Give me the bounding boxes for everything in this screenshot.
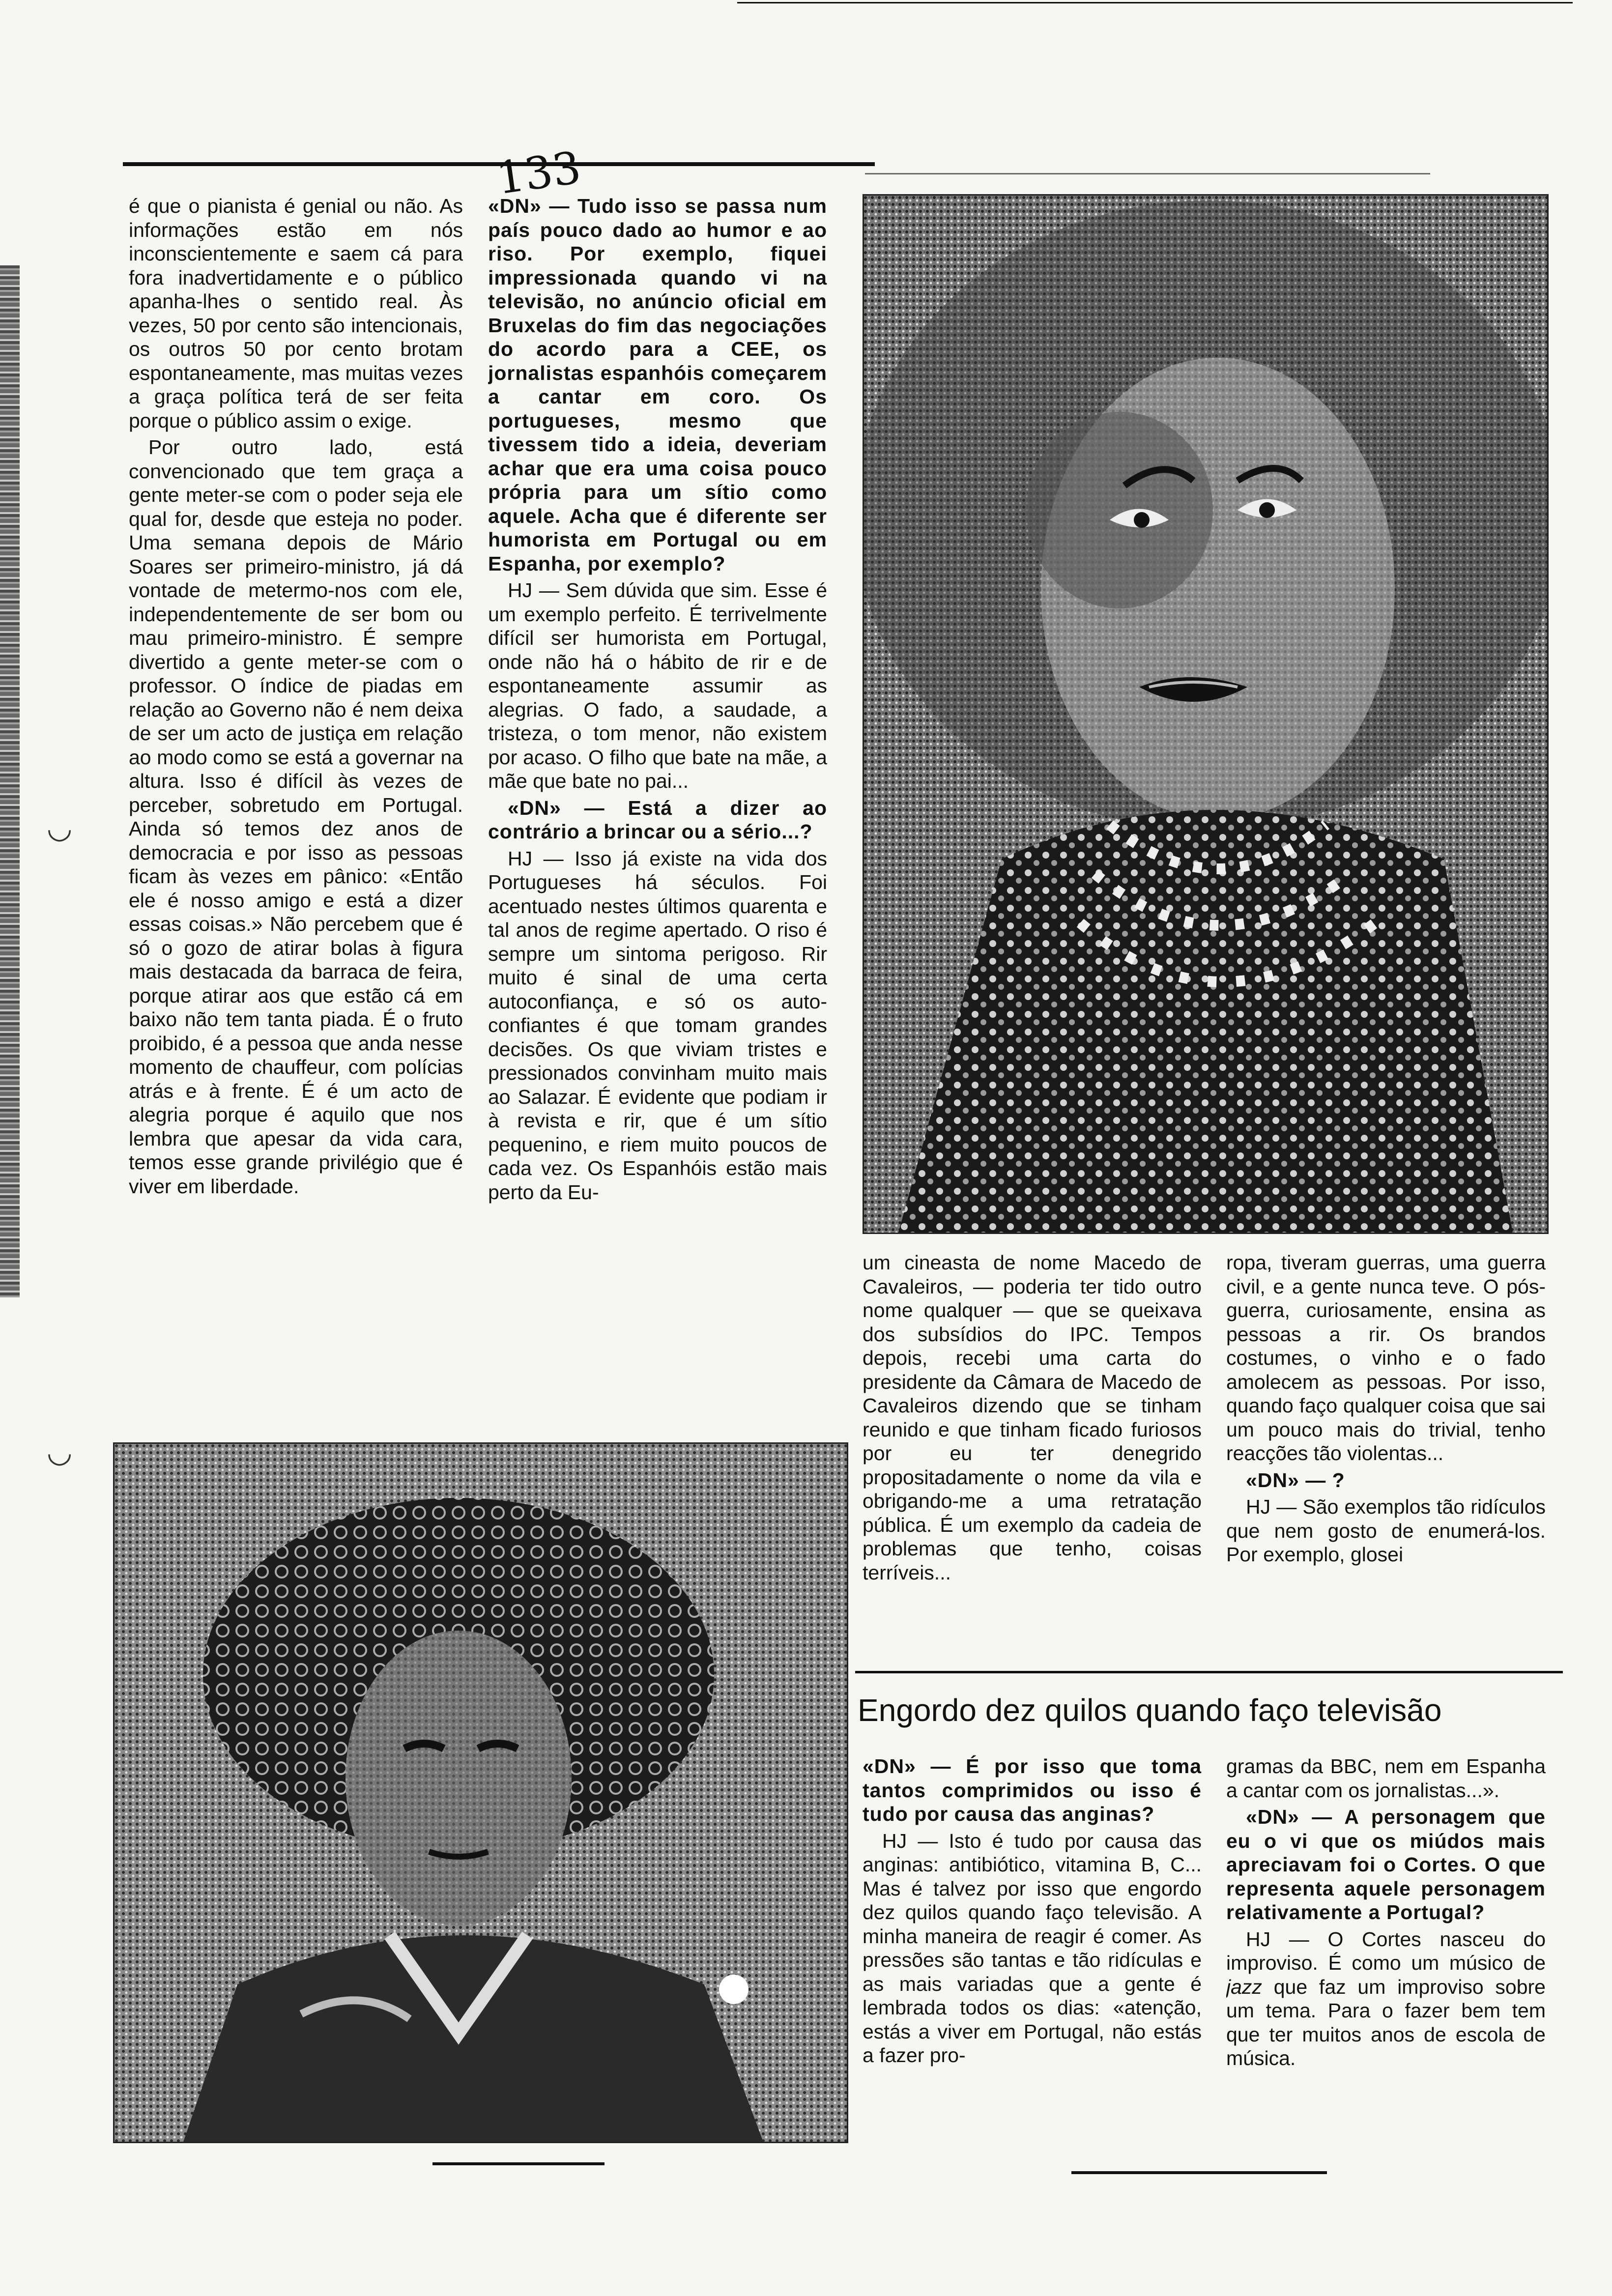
bottom-rule-right: [1071, 2171, 1327, 2174]
col2-question-2: «DN» — Está a dizer ao contrário a brincar ou a sério...?: [488, 796, 827, 843]
bottom-rule-left: [432, 2162, 604, 2165]
column-3: [863, 1251, 1202, 1644]
page-number: 133: [493, 142, 584, 205]
col6-answer-1-pre: HJ — O Cortes nasceu do improviso. É como um músico de: [1226, 1927, 1546, 1974]
col1-paragraph-2: Por outro lado, está convencionado que tem graça a gente meter-se com o poder seja ele qual for, desde que esteja no poder. Uma semana depois de Mário Soares ser primeiro-ministro, já dá vontade de metermo-nos com ele, independentemente de ser bom ou mau primeiro-ministro. É sempre divertido a gente meter-se com o professor. O índice de piadas em relação ao Governo não é nem deixa de ser um acto de justiça em relação ao modo como se está a governar na altura. Isso é difícil às vezes de perceber, sobretudo em Portugal. Ainda só temos dez anos de democracia e por isso as pessoas ficam às vezes em pânico: «Então ele é nosso amigo e está a dizer essas coisas.» Não percebem que é só o gozo de atirar bolas à figura mais destacada da barraca de feira, porque atirar aos que estão cá em baixo não tem tanta piada. É o fruto proibido, é a pessoa que anda nesse momento de chauffeur, com polícias atrás e à frente. É é um acto de alegria porque é aquilo que nos lembra que apesar da vida cara, temos esse grande privilégio que é viver em liberdade.: [129, 436, 463, 1198]
col1-paragraph-1: é que o pianista é genial ou não. As informações estão em nós inconscientemente e saem cá para fora inadvertidamente e o público apanha-lhes o sentido real. Às vezes, 50 por cento são intencionais, os outros 50 por cento brotam espontaneamente, mas muitas vezes a graça política terá de ser feita porque o público assim o exige.: [129, 195, 463, 432]
scan-edge-artifact: [0, 265, 20, 1297]
col3-text-1: um cineasta de nome Macedo de Cavaleiros, — poderia ter tido outro nome qualquer — que se queixava dos subsídios do IPC. Tempos depois, recebi uma carta do presidente da Câmara de Macedo de Cavaleiros dizendo que se tinham reunido e que tinham ficado furiosos por eu ter denegrido propositadamente o nome da vila e obrigando-me a uma retratação pública. É um exemplo da cadeia de problemas que tenho, coisas terríveis...: [863, 1251, 1202, 1584]
col4-text-1: ropa, tiveram guerras, uma guerra civil, e a gente nunca teve. O pós-guerra, curiosamente, ensina as pessoas a rir. Os brandos costumes, o vinho e o fado amolecem as pessoas. Por isso, quando faço qualquer coisa que sai um pouco mais do trivial, tenho reacções tão violentas...: [1226, 1251, 1546, 1464]
col4-question-1: «DN» — ?: [1246, 1468, 1345, 1492]
col6-answer-1: [1226, 1927, 1546, 2070]
col5-answer-1: HJ — Isto é tudo por causa das anginas: antibiótico, vitamina B, C... Mas é talvez por isso que engordo dez quilos quando faço televisão. A minha maneira de reagir é comer. As pressões são tantas e tão ridículas e as mais variadas que a gente é lembrada todos os dias: «atenção, estás a viver em Portugal, não estás a fazer pro-: [863, 1829, 1202, 2066]
column-1: [129, 194, 463, 1433]
margin-mark-2: ◡: [47, 1435, 73, 1468]
woman-portrait-image: [864, 196, 1547, 1233]
photo-man-portrait: [113, 1442, 848, 2143]
col5-question-1: «DN» — É por isso que toma tantos comprimidos ou isso é tudo por causa das anginas?: [863, 1755, 1202, 1825]
col6-answer-1-italic: jazz: [1226, 1975, 1262, 1998]
column-5: [863, 1754, 1202, 2148]
column-2: [488, 194, 827, 1433]
headline: Engordo dez quilos quando faço televisão: [858, 1693, 1442, 1728]
margin-mark-1: ◡: [47, 811, 73, 844]
headline-rule: [855, 1671, 1563, 1673]
col2-answer-2: HJ — Isso já existe na vida dos Portugueses há séculos. Foi acentuado nestes últimos quarenta e tal anos de regime apertado. O riso é sempre um sintoma perigoso. Rir muito é sinal de uma certa autoconfiança, e só os auto-confiantes é que tomam grandes decisões. Os que viviam tristes e pressionados convinham muito mais ao Salazar. É evidente que podiam ir à revista e rir, que é um sítio pequenino, e riem muito poucos de cada vez. Os Espanhóis estão mais perto da Eu-: [488, 847, 827, 1204]
col2-question-1: «DN» — Tudo isso se passa num país pouco dado ao humor e ao riso. Por exemplo, fiquei impressionada quando vi na televisão, no anúncio oficial em Bruxelas do fim das negociações do acordo para a CEE, os jornalistas espanhóis começarem a cantar em coro. Os portugueses, mesmo que tivessem tido a ideia, deveriam achar que era uma coisa pouco própria para um sítio como aquele. Acha que é diferente ser humorista em Portugal ou em Espanha, por exemplo?: [488, 195, 827, 575]
top-scan-line: [737, 2, 1573, 3]
col6-answer-1-post: que faz um improviso sobre um tema. Para o fazer bem tem que ter muitos anos de escola de música.: [1226, 1975, 1546, 2069]
col2-answer-1: HJ — Sem dúvida que sim. Esse é um exemplo perfeito. É terrivelmente difícil ser humorista em Portugal, onde não há o hábito de rir e de espontaneamente assumir as alegrias. O fado, a saudade, a tristeza, o tom menor, não existem por acaso. O filho que bate na mãe, a mãe que bate no pai...: [488, 579, 827, 792]
top-rule-right: [865, 173, 1430, 174]
column-4: [1226, 1251, 1546, 1644]
col4-answer-1: HJ — São exemplos tão ridículos que nem gosto de enumerá-los. Por exemplo, glosei: [1226, 1495, 1546, 1566]
photo-woman-portrait: [863, 194, 1549, 1234]
col6-text-1: gramas da BBC, nem em Espanha a cantar com os jornalistas...».: [1226, 1755, 1546, 1802]
column-6: [1226, 1754, 1546, 2148]
col6-question-1: «DN» — A personagem que eu o vi que os miúdos mais apreciavam foi o Cortes. O que representa aquele personagem relativamente a Portugal?: [1226, 1806, 1546, 1923]
man-portrait-image: [115, 1444, 847, 2142]
